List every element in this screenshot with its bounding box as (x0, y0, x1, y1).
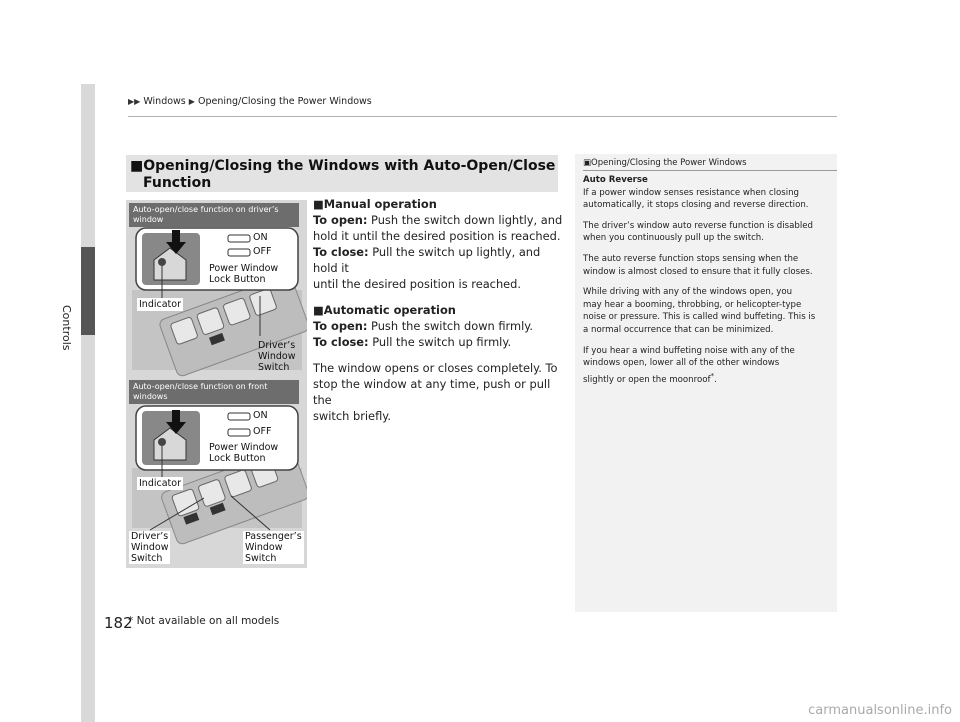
off-label: OFF (253, 246, 272, 257)
lock-button-callout: Power Window Lock Button (209, 263, 279, 285)
side-tab-highlight (81, 247, 95, 335)
indicator-callout: Indicator (139, 478, 181, 489)
reference-icon: ▣ (583, 158, 592, 168)
lock-button-callout: Power Window Lock Button (209, 442, 279, 464)
footnote: * Not available on all models (128, 615, 280, 627)
automatic-operation-heading: ■Automatic operation (313, 303, 456, 317)
side-tab (81, 84, 95, 722)
square-bullet-icon: ■ (313, 303, 324, 317)
on-label: ON (253, 232, 268, 243)
manual-operation-heading: ■Manual operation (313, 197, 437, 211)
section-title: ■Opening/Closing the Windows with Auto-Open/Close Function (130, 158, 556, 191)
figure-label: Auto-open/close function on driver’s window (129, 203, 299, 227)
square-bullet-icon: ■ (130, 158, 144, 174)
manual-close-text: To close: Pull the switch up lightly, and hold it (313, 245, 541, 275)
drivers-switch-callout: Driver’s Window Switch (258, 340, 296, 373)
window-paragraph: The window opens or closes completely. To (313, 361, 558, 375)
manual-open-text: To open: Push the switch down lightly, and (313, 213, 563, 227)
auto-close-text: To close: Pull the switch up firmly. (313, 335, 512, 349)
passengers-switch-callout: Passenger’s Window Switch (245, 531, 302, 564)
page-number: 182 (104, 614, 133, 632)
notes-panel-rule (583, 170, 837, 171)
square-bullet-icon: ■ (313, 197, 324, 211)
auto-open-text: To open: Push the switch down firmly. (313, 319, 534, 333)
notes-panel-body: Auto Reverse If a power window senses resistance when closing automatically, it stops closing and reverse direction. The driver’s window auto reverse function is disabled when you continuously pull up the switch. The auto reverse function stops sensing when the window is almost closed to ensure that it fully closes. While driving with any of the windows open, you may hear a booming, throbbing, or helicopter-type noise or pressure. This is called wind buffeting. This is a normal occurrence that can be minimized. If you hear a wind buffeting noise with any of the windows open, lower all of the other windows slightly or open the moonroof*. (583, 174, 833, 394)
main-content: ■Manual operation To open: Push the switch down lightly, and hold it until the desired position is reached. To close: Pull the switch up lightly, and hold it until the desired position is reached. ■Automatic operation To open: Push the switch down firmly. To close: Pull the switch up firmly. The window opens or closes completely. To stop the window at any time, push or pull the switch briefly. (313, 197, 563, 423)
indicator-callout: Indicator (139, 299, 181, 310)
figure-label: Auto-open/close function on front windows (129, 380, 299, 404)
header-rule (128, 116, 837, 117)
auto-reverse-title: Auto Reverse (583, 175, 648, 185)
off-label: OFF (253, 426, 272, 437)
figure-front-windows (126, 378, 307, 568)
watermark: carmanualsonline.info (808, 703, 952, 718)
breadcrumb-item-windows[interactable]: Windows (143, 96, 186, 107)
side-tab-label: Controls (60, 305, 73, 351)
on-label: ON (253, 410, 268, 421)
triangle-right-icon: ▶ (188, 97, 195, 106)
triangle-right-icon: ▶▶ (128, 97, 141, 106)
breadcrumb (128, 96, 372, 107)
breadcrumb-item-opening-closing[interactable]: Opening/Closing the Power Windows (197, 96, 372, 107)
drivers-switch-callout: Driver’s Window Switch (131, 531, 169, 564)
notes-panel-heading: ▣Opening/Closing the Power Windows (583, 158, 747, 168)
figure-drivers-window (126, 200, 307, 378)
